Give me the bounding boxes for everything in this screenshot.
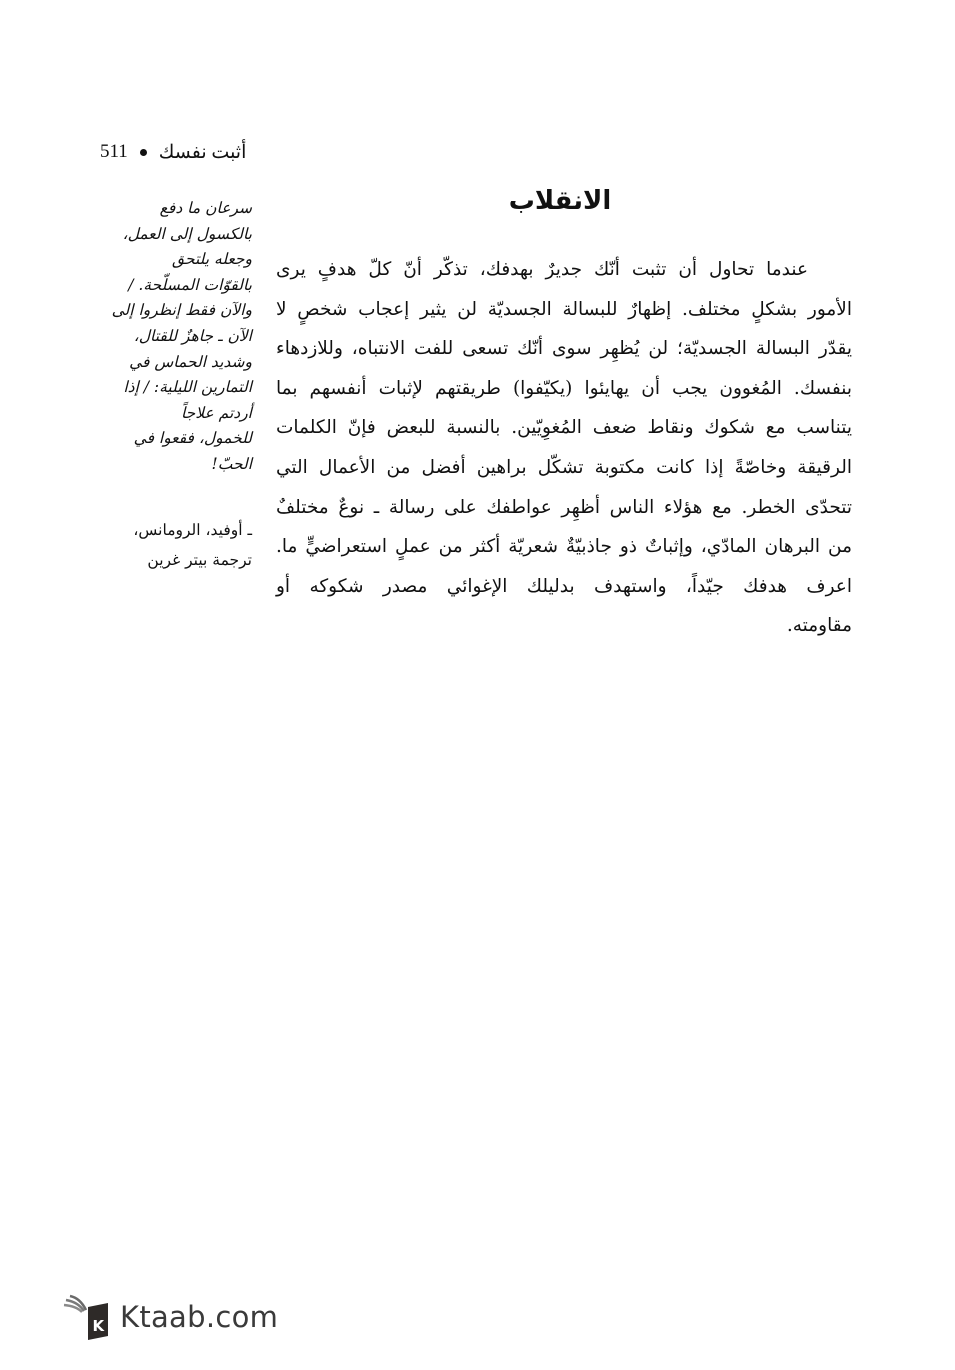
page-number: 511 [100, 141, 128, 162]
body-paragraph [276, 250, 852, 646]
paragraph-line: عندما تحاول أن تثبت أنّك جديرٌ بهدفك، تذكّر أنّ كلّ هدفٍ يرى [276, 259, 808, 280]
quote-line: الآن ـ جاهزٌ للقتال، [133, 326, 252, 345]
quote-line: أردتم علاجاً [180, 403, 252, 422]
bullet-separator-icon [140, 149, 147, 156]
paragraph-line: من البرهان المادّي، وإثباتٌ ذو جاذبيّةٌ شعريّة أكثر من عملٍ استعراضيٍّ ما. [276, 536, 852, 558]
paragraph-line: يقدّر البسالة الجسديّة؛ لن يُظهِر سوى أنّك تسعى للفت الانتباه، وللازدهاء [276, 338, 852, 360]
book-title: أثبت نفسك [158, 141, 247, 163]
quote-line: بالقوّات المسلّحة. / [128, 275, 252, 294]
quote-line: الحبّ! [211, 454, 252, 473]
paragraph-line: مقاومته. [786, 615, 852, 637]
ktaab-logo[interactable] [50, 1292, 278, 1342]
attribution-line: ـ أوفيد، الرومانس، [133, 521, 252, 539]
quote-line: سرعان ما دفع [159, 199, 252, 217]
quote-line: وشديد الحماس في [129, 352, 252, 371]
quote-line: والآن فقط إنظروا إلى [111, 301, 252, 320]
quote-line: وجعله يلتحق [172, 250, 252, 269]
svg-text:K: K [92, 1317, 105, 1335]
quote-line: التمارين الليلية: / إذا [123, 378, 252, 397]
quote-line: للخمول، فقعوا في [133, 429, 252, 448]
paragraph-line: بنفسك. المُغوون يجب أن يهايئوا (يكيّفوا) طريقتهم لإثبات أنفسهم بما [276, 377, 852, 399]
paragraph-line: تتحدّى الخطر. مع هؤلاء الناس أظهِر عواطفك على رسالة ـ نوعٌ مختلفٌ [276, 496, 852, 518]
paragraph-line: يتناسب مع شكوك ونقاط ضعف المُغوِيّين. بالنسبة للبعض فإنّ الكلمات [276, 417, 852, 439]
quote-attribution [92, 515, 252, 575]
paragraph-line: اعرف هدفك جيّداً، واستهدف بدليلك الإغوائي مصدر شكوكه أو [276, 575, 852, 597]
open-book-icon [50, 1292, 108, 1342]
paragraph-line: الرقيقة وخاصّةً إذا كانت مكتوبة تشكّل براهين أفضل من الأعمال التي [276, 456, 852, 478]
running-header [100, 138, 280, 166]
quote-line: بالكسول إلى العمل، [122, 224, 252, 243]
brand-name: Ktaab.com [120, 1300, 279, 1334]
sidebar-quote [92, 196, 252, 478]
paragraph-line: الأمور بشكلٍ مختلف. إظهارٌ للبسالة الجسديّة لن يثير إعجاب شخصٍ لا [276, 298, 852, 320]
section-title: الانقلاب [508, 186, 612, 216]
attribution-line: ترجمة بيتر غرين [147, 551, 252, 569]
